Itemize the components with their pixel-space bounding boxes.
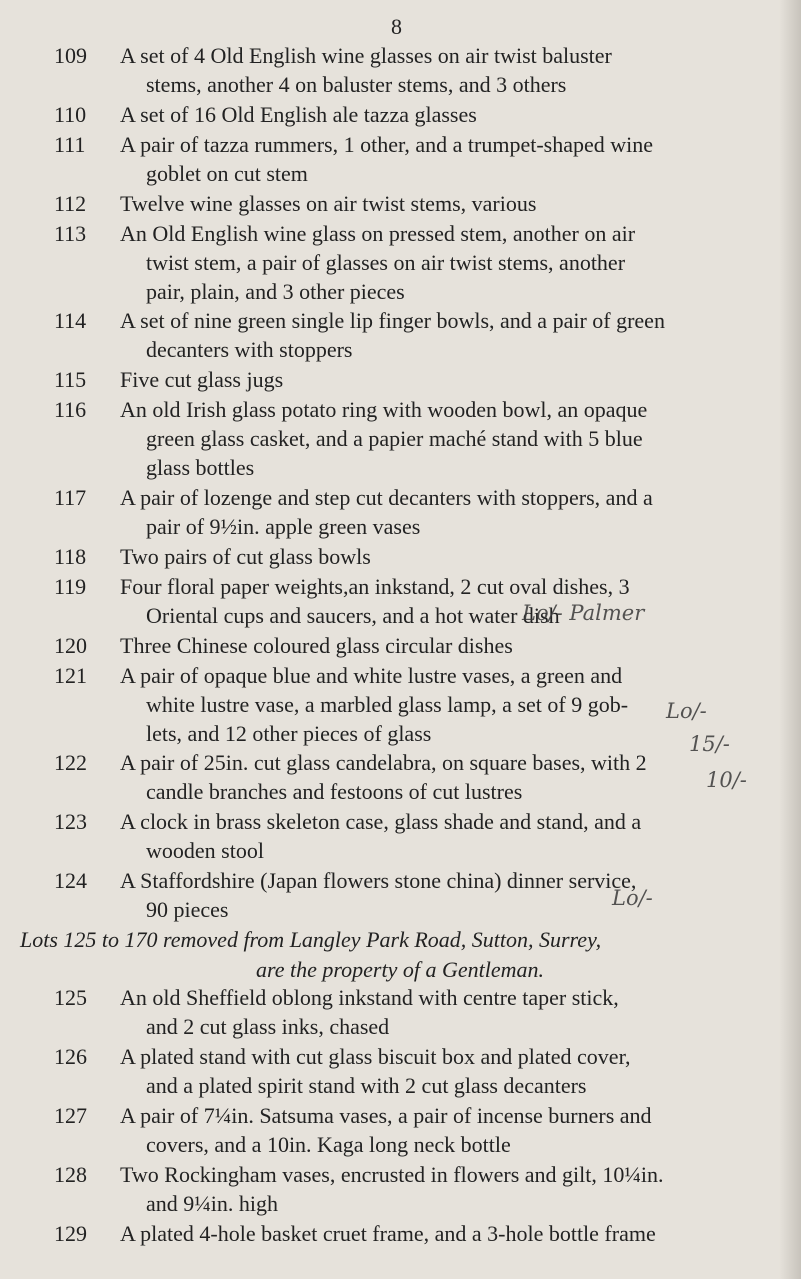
lot-description-line: pair, plain, and 3 other pieces [146,279,405,304]
lot-description [120,306,765,364]
lot-number: 128 [54,1162,87,1187]
lot-number: 113 [54,221,87,246]
lot-description [120,983,765,1041]
lot-description-line: covers, and a 10in. Kaga long neck bottle [146,1132,511,1157]
lot-description-line: A plated stand with cut glass biscuit box and plated cover, [120,1044,631,1069]
lot-description-line: wooden stool [146,838,264,863]
lot-description [120,219,765,306]
lot-description-line: glass bottles [146,455,255,480]
lot-description [120,1160,765,1218]
lot-description-line: 90 pieces [146,897,229,922]
lot-number: 120 [54,633,87,658]
lot-description [120,631,765,660]
lot-number: 121 [54,663,87,688]
page-edge-shadow [779,0,801,1279]
lot-number: 123 [54,809,87,834]
lot-number: 124 [54,868,87,893]
lot-number: 118 [54,544,87,569]
lot-number: 117 [54,485,87,510]
lot-number: 114 [54,308,87,333]
section-heading [20,925,780,985]
lot-description-line: A Staffordshire (Japan flowers stone china) dinner service, [120,868,637,893]
lot-description-line: pair of 9½in. apple green vases [146,514,421,539]
section-heading-line2: are the property of a Gentleman. [256,957,544,982]
lot-description [120,41,765,99]
lot-description [120,1219,765,1248]
margin-note: Lo/- Palmer [522,601,645,625]
margin-note: Lo/- [612,886,653,910]
page-number: 8 [391,14,402,39]
lot-number: 122 [54,750,87,775]
lot-number: 129 [54,1221,87,1246]
lot-description-line: white lustre vase, a marbled glass lamp, a set of 9 gob- [146,692,629,717]
lot-description [120,1101,765,1159]
lot-number: 119 [54,574,87,599]
lot-description [120,100,765,129]
lot-number: 112 [54,191,87,216]
lot-description [120,807,765,865]
lot-description-line: Twelve wine glasses on air twist stems, various [120,191,537,216]
lot-description-line: A pair of 7¼in. Satsuma vases, a pair of incense burners and [120,1103,652,1128]
lot-description-line: candle branches and festoons of cut lustres [146,779,523,804]
lot-description-line: and a plated spirit stand with 2 cut glass decanters [146,1073,587,1098]
lot-description-line: Two pairs of cut glass bowls [120,544,371,569]
lot-description-line: and 2 cut glass inks, chased [146,1014,390,1039]
lot-description-line: A set of nine green single lip finger bowls, and a pair of green [120,308,665,333]
lot-number: 110 [54,102,87,127]
lot-description-line: Three Chinese coloured glass circular dishes [120,633,513,658]
lot-description [120,130,765,188]
lot-description-line: and 9¼in. high [146,1191,278,1216]
lot-description [120,483,765,541]
lot-description [120,572,765,630]
lot-description-line: Five cut glass jugs [120,367,284,392]
lot-number: 111 [54,132,86,157]
lot-description-line: Four floral paper weights,an inkstand, 2 cut oval dishes, 3 [120,574,630,599]
lot-description-line: A set of 16 Old English ale tazza glasses [120,102,477,127]
lot-description-line: An old Sheffield oblong inkstand with centre taper stick, [120,985,619,1010]
lot-description-line: Two Rockingham vases, encrusted in flowers and gilt, 10¼in. [120,1162,664,1187]
lot-number: 126 [54,1044,87,1069]
lot-description-line: A plated 4-hole basket cruet frame, and a 3-hole bottle frame [120,1221,656,1246]
margin-note: 15/- [689,732,730,756]
lot-description-line: A clock in brass skeleton case, glass shade and stand, and a [120,809,642,834]
lot-description-line: decanters with stoppers [146,337,353,362]
lot-description-line: twist stem, a pair of glasses on air twist stems, another [146,250,626,275]
section-heading-line1: Lots 125 to 170 removed from Langley Park Road, Sutton, Surrey, [20,927,602,952]
margin-note: 10/- [706,768,747,792]
lot-description [120,1042,765,1100]
lot-description-line: A set of 4 Old English wine glasses on air twist baluster [120,43,612,68]
lot-number: 125 [54,985,87,1010]
lot-description-line: stems, another 4 on baluster stems, and 3 others [146,72,567,97]
lot-description [120,395,765,482]
lot-description-line: An old Irish glass potato ring with wooden bowl, an opaque [120,397,648,422]
lot-description [120,365,765,394]
lot-description [120,542,765,571]
lot-number: 127 [54,1103,87,1128]
lot-description-line: lets, and 12 other pieces of glass [146,721,432,746]
lot-description [120,189,765,218]
lot-description-line: Oriental cups and saucers, and a hot water dish [146,603,560,628]
lot-description-line: goblet on cut stem [146,161,308,186]
lot-number: 109 [54,43,87,68]
lot-number: 115 [54,367,87,392]
lot-description [120,866,765,924]
lot-description [120,748,765,806]
lot-number: 116 [54,397,87,422]
lot-description-line: A pair of opaque blue and white lustre vases, a green and [120,663,623,688]
lot-description-line: An Old English wine glass on pressed stem, another on air [120,221,636,246]
lot-description-line: A pair of lozenge and step cut decanters with stoppers, and a [120,485,653,510]
margin-note: Lo/- [666,699,707,723]
lot-description-line: green glass casket, and a papier maché stand with 5 blue [146,426,643,451]
lot-description-line: A pair of 25in. cut glass candelabra, on square bases, with 2 [120,750,647,775]
lot-description-line: A pair of tazza rummers, 1 other, and a trumpet-shaped wine [120,132,654,157]
